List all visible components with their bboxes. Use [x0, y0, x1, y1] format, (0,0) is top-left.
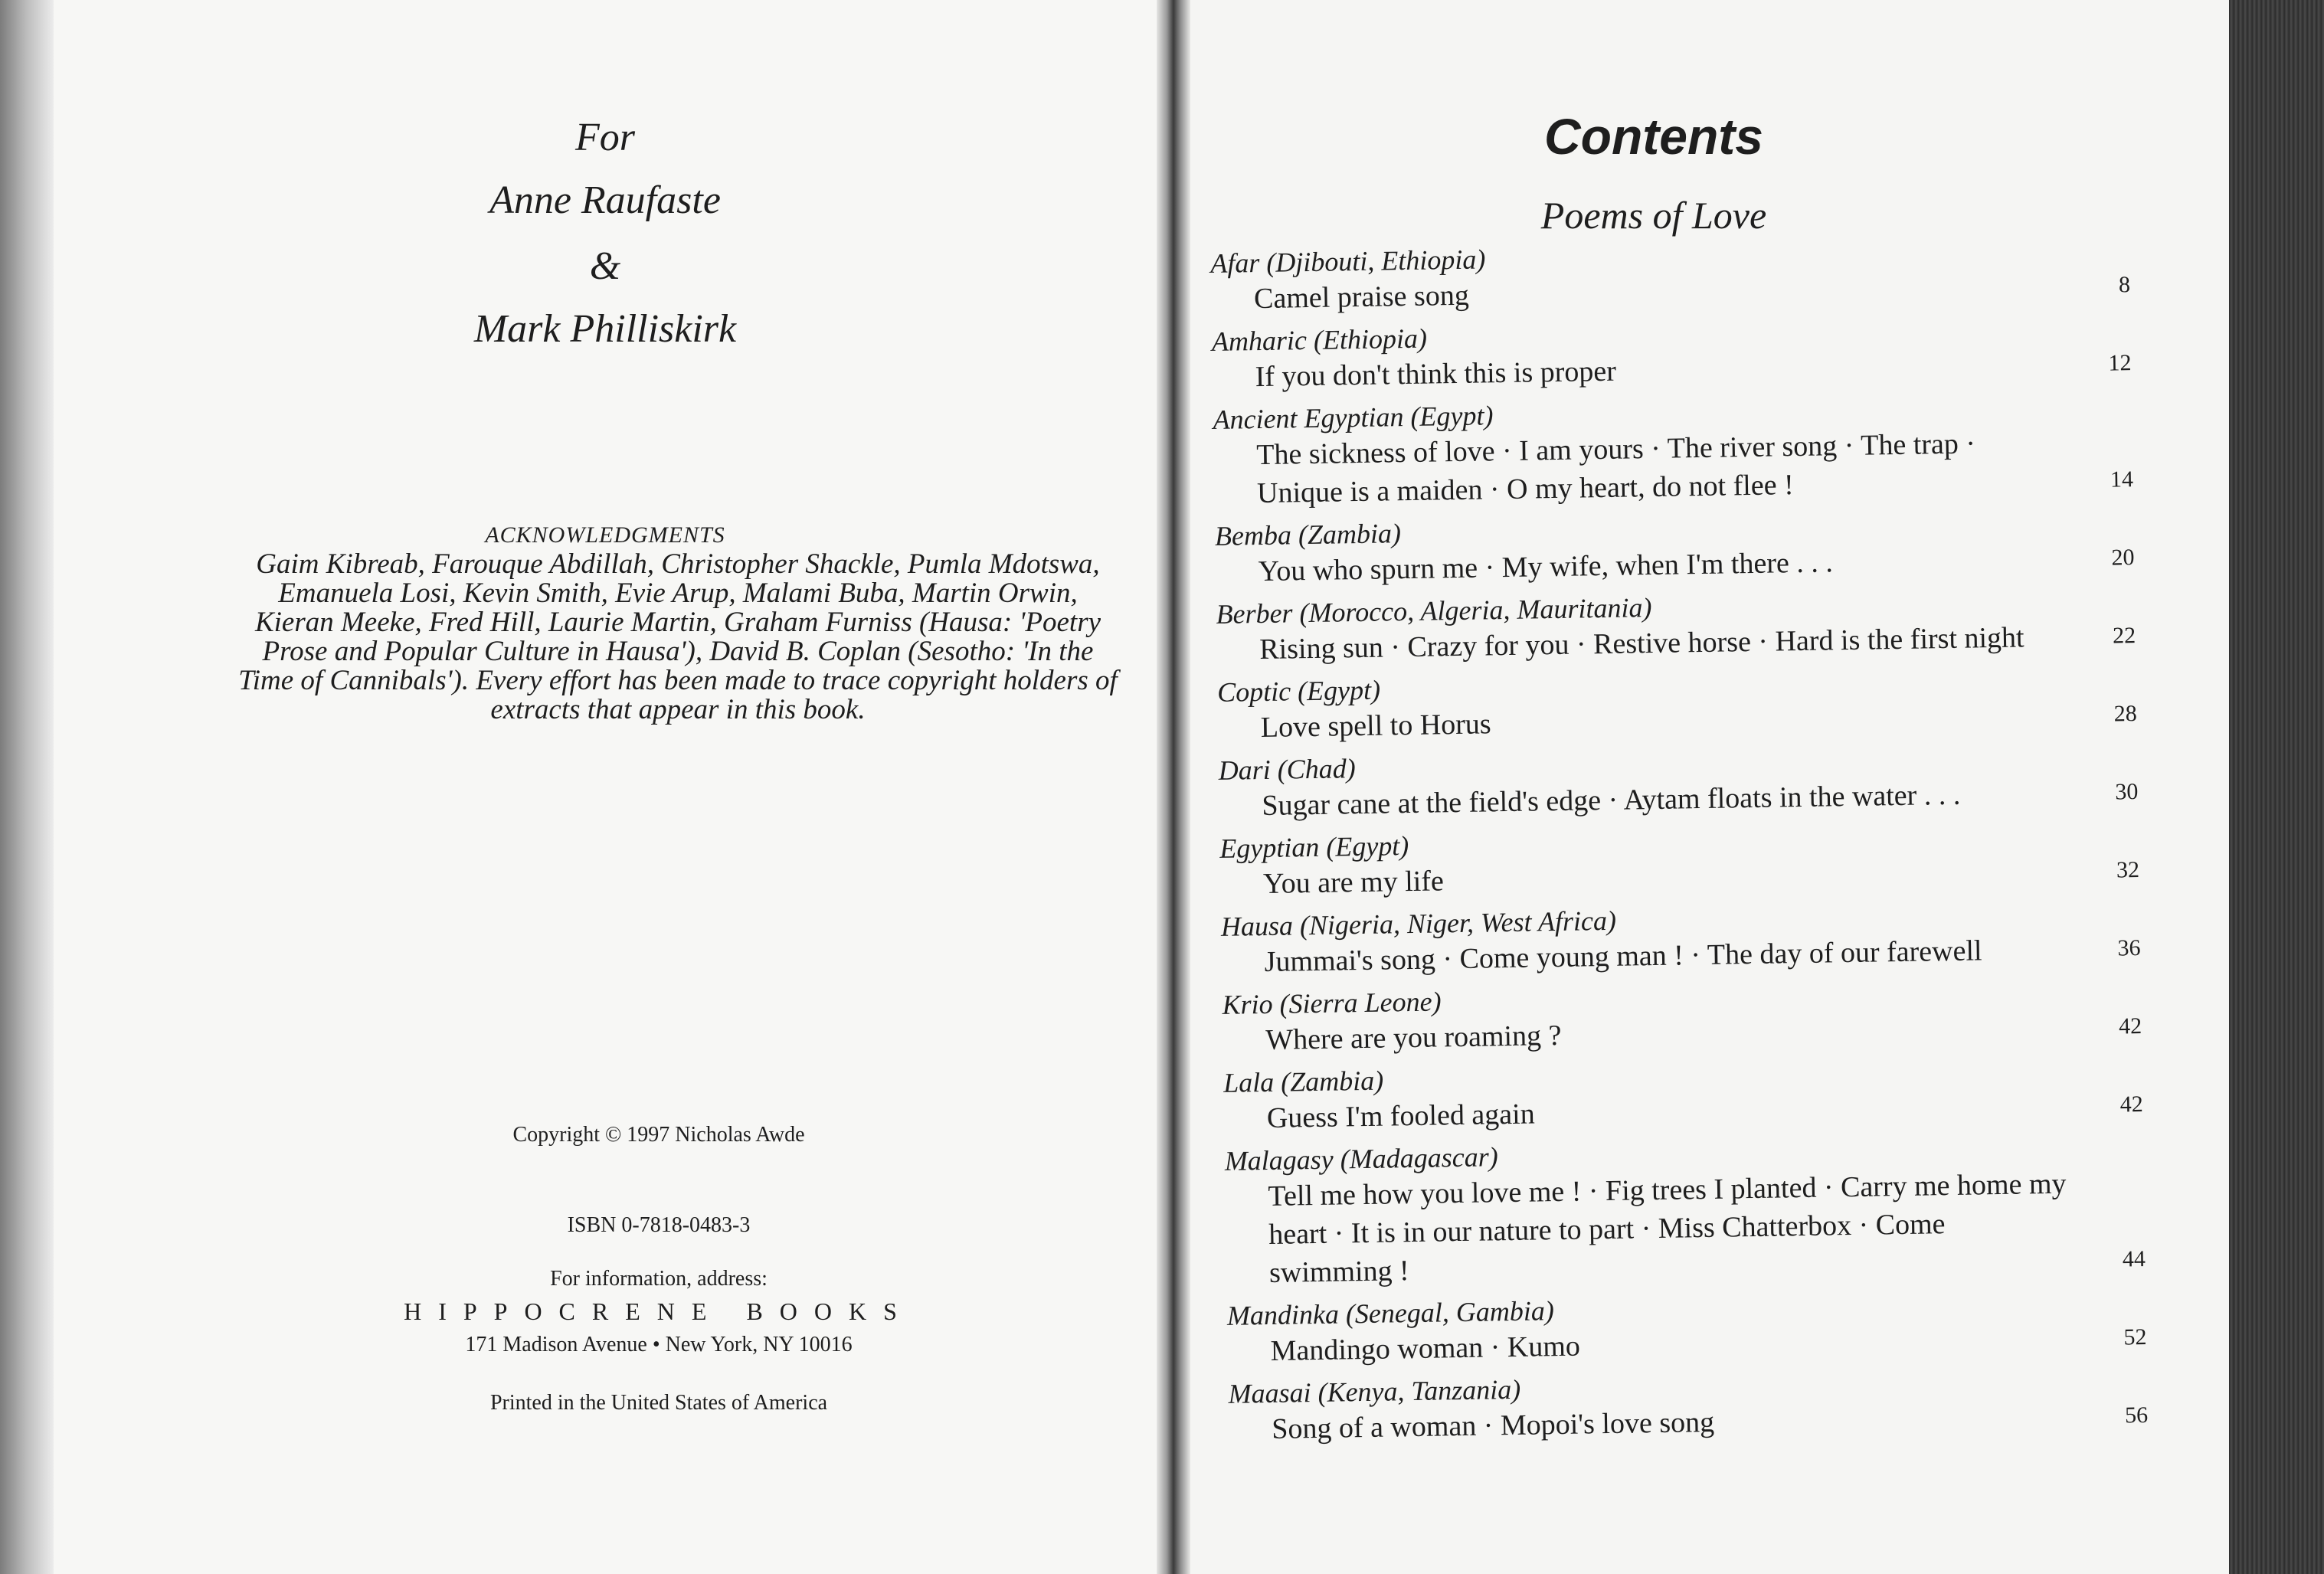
book-gutter: [1157, 0, 1190, 1574]
toc-poems: If you don't think this is proper: [1255, 355, 1617, 394]
toc-page-number: 42: [2118, 1013, 2142, 1039]
toc-entry: [1219, 817, 2139, 904]
toc-language: Ancient Egyptian (Egypt): [1213, 400, 1494, 435]
toc-entry: [1227, 1284, 2147, 1371]
toc-language: Malagasy (Madagascar): [1224, 1141, 1498, 1176]
toc-entry: [1213, 388, 2133, 513]
toc-language: Dari (Chad): [1218, 753, 1357, 786]
toc-poems: Guess I'm fooled again: [1266, 1098, 1535, 1134]
toc-poems: Camel praise song: [1253, 279, 1470, 316]
toc-page-number: 36: [2117, 935, 2141, 961]
toc-language: Mandinka (Senegal, Gambia): [1226, 1295, 1555, 1331]
toc-poems: The sickness of love · I am yours · The river song · The trap · Unique is a maiden · O my heart, do not flee !: [1255, 427, 1976, 510]
contents-title: Contents: [1544, 108, 1763, 165]
toc-page-number: 20: [2111, 545, 2135, 571]
toc-poems: Mandingo woman · Kumo: [1270, 1330, 1581, 1367]
section-title: Poems of Love: [1540, 194, 1767, 237]
toc-page-number: 32: [2116, 857, 2140, 883]
isbn-line: ISBN 0-7818-0483-3: [567, 1213, 751, 1237]
toc-page-number: 30: [2115, 779, 2139, 805]
toc-language: Bemba (Zambia): [1214, 518, 1402, 551]
toc-page-number: 28: [2113, 701, 2137, 727]
toc-entry: [1217, 661, 2137, 748]
toc-page-number: 12: [2108, 350, 2132, 376]
acknowledgments-title: ACKNOWLEDGMENTS: [485, 522, 725, 548]
toc-language: Krio (Sierra Leone): [1222, 986, 1442, 1020]
toc-entry: [1222, 974, 2142, 1060]
toc-language: Egyptian (Egypt): [1219, 830, 1409, 864]
toc-entry: [1224, 1130, 2146, 1293]
toc-language: Berber (Morocco, Algeria, Mauritania): [1216, 592, 1652, 630]
toc-language: Amharic (Ethiopia): [1211, 322, 1428, 357]
book-left-edge: [0, 0, 54, 1574]
toc-entry: [1221, 895, 2141, 982]
acknowledgments-text: Gaim Kibreab, Farouque Abdillah, Christopher Shackle, Pumla Mdotswa, Emanuela Losi, Kevin Smith, Evie Arup, Malami Buba, Martin Orwin, Kieran Meeke, Fred Hill, Laurie Martin, Graham Furniss (Hausa: 'Poetry Prose and Popular Culture in Hausa'), David B. Coplan (Sesotho: 'In the Time of Cannibals'). Every effort has been made to trace copyright holders of extracts that appear in this book.: [238, 548, 1118, 725]
toc-page-number: 44: [2122, 1245, 2146, 1272]
toc-poems: Rising sun · Crazy for you · Restive horse · Hard is the first night: [1259, 621, 2024, 666]
dedication-for: For: [575, 116, 635, 159]
toc-entry: [1210, 232, 2130, 319]
toc-page-number: 8: [2118, 272, 2131, 298]
printed-line: Printed in the United States of America: [489, 1391, 828, 1415]
toc-language: Maasai (Kenya, Tanzania): [1228, 1373, 1521, 1409]
toc-entry: [1212, 310, 2132, 397]
toc-language: Coptic (Egypt): [1216, 674, 1381, 708]
publisher-address: 171 Madison Avenue • New York, NY 10016: [465, 1333, 853, 1356]
toc-poems: You are my life: [1262, 865, 1445, 901]
toc-entry: [1228, 1363, 2148, 1449]
toc-language: Lala (Zambia): [1223, 1065, 1384, 1098]
toc-page-number: 52: [2123, 1324, 2147, 1350]
toc-page-number: 22: [2112, 623, 2136, 649]
toc-poems: Song of a woman · Mopoi's love song: [1271, 1405, 1715, 1445]
toc-poems: Love spell to Horus: [1260, 708, 1491, 744]
toc-language: Hausa (Nigeria, Niger, West Africa): [1220, 905, 1617, 942]
toc-page-number: 42: [2119, 1091, 2143, 1118]
toc-poems: You who spurn me · My wife, when I'm there . . .: [1258, 546, 1834, 588]
toc-page-number: 14: [2110, 466, 2134, 492]
dedication-name-1: Anne Raufaste: [489, 178, 721, 222]
toc-poems: Tell me how you love me ! · Fig trees I planted · Carry me home my heart · It is in our nature to part · Miss Chatterbox · Come swimming !: [1268, 1167, 2067, 1289]
dedication-ampersand: &: [589, 244, 621, 288]
toc-entry: [1216, 583, 2136, 669]
copyright-line: Copyright © 1997 Nicholas Awde: [512, 1123, 805, 1147]
toc-entry: [1218, 739, 2138, 826]
table-of-contents: [1210, 232, 2149, 1455]
toc-poems: Sugar cane at the field's edge · Aytam floats in the water . . .: [1262, 778, 1961, 823]
toc-poems: Where are you roaming ?: [1265, 1019, 1562, 1056]
book-right-edge: [2229, 0, 2324, 1574]
toc-entry: [1223, 1052, 2143, 1138]
toc-page-number: 56: [2124, 1402, 2149, 1428]
info-line: For information, address:: [550, 1267, 768, 1291]
publisher-name: HIPPOCRENE BOOKS: [404, 1297, 914, 1325]
toc-poems: Jummai's song · Come young man ! · The day of our farewell: [1264, 934, 1982, 979]
toc-language: Afar (Djibouti, Ethiopia): [1210, 244, 1486, 279]
dedication-name-2: Mark Philliskirk: [473, 307, 737, 351]
toc-entry: [1215, 505, 2135, 591]
